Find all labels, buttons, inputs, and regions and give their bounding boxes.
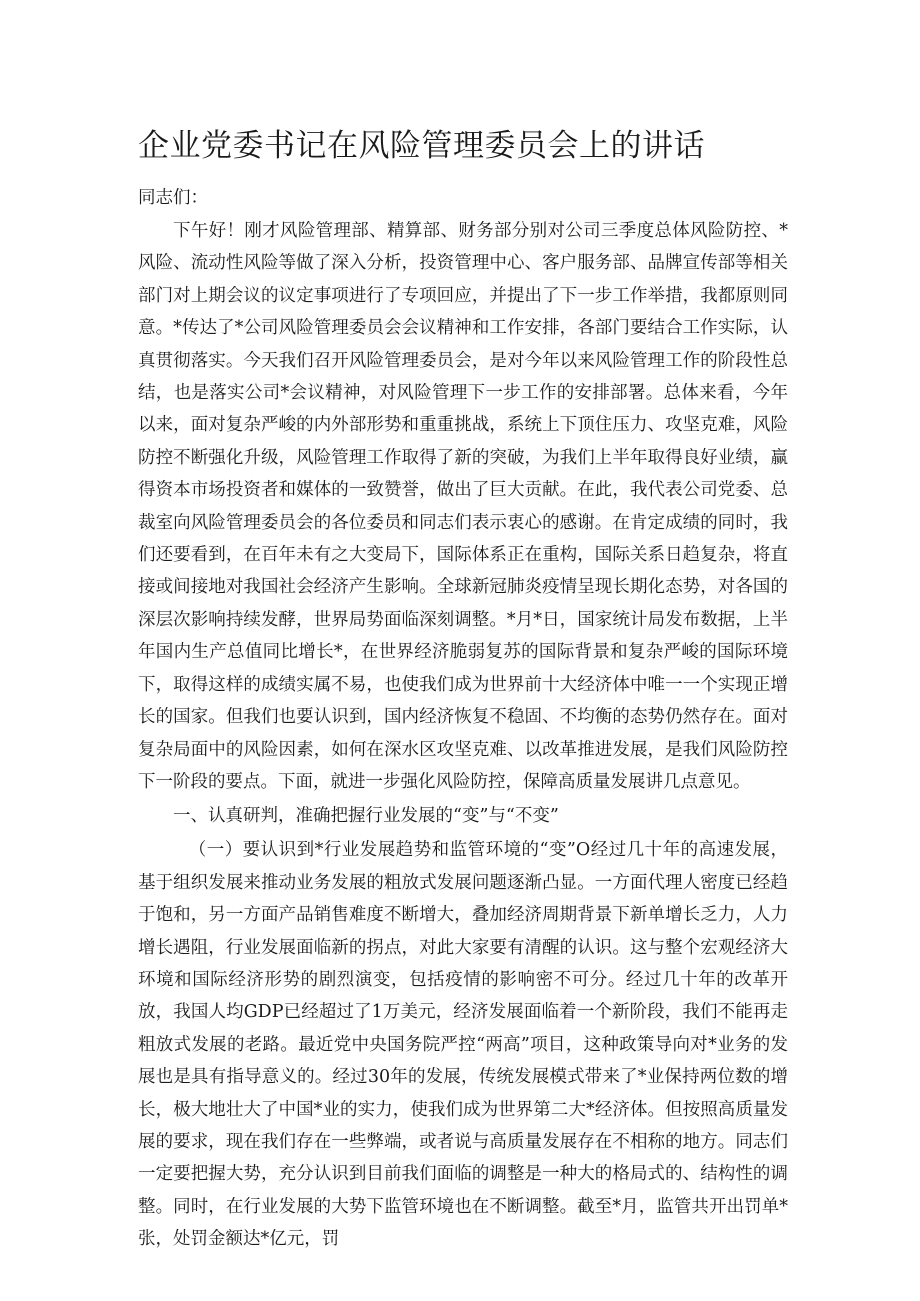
document-body bbox=[138, 181, 788, 1256]
subsection-paragraph bbox=[138, 834, 788, 1255]
section-heading: 一、认真研判，准确把握行业发展的“变”与“不变” bbox=[173, 806, 559, 827]
paragraph-opening: 下午好！刚才风险管理部、精算部、财务部分别对公司三季度总体风险防控、*风险、流动性风险等做了深入分析，投资管理中心、客户服务部、品牌宣传部等相关部门对上期会议的议定事项进行了专项回应，并提出了下一步工作举措，我都原则同意。*传达了*公司风险管理委员会会议精神和工作安排，各部门要结合工作实际，认真贯彻落实。今天我们召开风险管理委员会，是对今年以来风险管理工作的阶段性总结，也是落实公司*会议精神，对风险管理下一步工作的安排部署。总体来看，今年以来，面对复杂严峻的内外部形势和重重挑战，系统上下顶住压力、攻坚克难，风险防控不断强化升级，风险管理工作取得了新的突破，为我们上半年取得良好业绩，赢得资本市场投资者和媒体的一致赞誉，做出了巨大贡献。在此，我代表公司党委、总裁室向风险管理委员会的各位委员和同志们表示衷心的感谢。在肯定成绩的同时，我们还要看到，在百年未有之大变局下，国际体系正在重构，国际关系日趋复杂，将直接或间接地对我国社会经济产生影响。全球新冠肺炎疫情呈现长期化态势，对各国的深层次影响持续发酵，世界局势面临深刻调整。*月*日，国家统计局发布数据，上半年国内生产总值同比增长*，在世界经济脆弱复苏的国际背景和复杂严峻的国际环境下，取得这样的成绩实属不易，也使我们成为世界前十大经济体中唯一一个实现正增长的国家。但我们也要认识到，国内经济恢复不稳固、不均衡的态势仍然存在。面对复杂局面中的风险因素，如何在深水区攻坚克难、以改革推进发展，是我们风险防控下一阶段的要点。下面，就进一步强化风险防控，保障高质量发展讲几点意见。 bbox=[138, 221, 788, 792]
salutation: 同志们： bbox=[138, 188, 208, 208]
subsection-label: （一）要认识到*行业发展趋势和监管环境的“变” bbox=[188, 840, 576, 861]
document-title: 企业党委书记在风险管理委员会上的讲话 bbox=[138, 128, 705, 164]
subsection-text: O经过几十年的高速发展，基于组织发展来推动业务发展的粗放式发展问题逐渐凸显。一方面代理人密度已经趋于饱和，另一方面产品销售难度不断增大，叠加经济周期背景下新单增长乏力，人力增长遇阻，行业发展面临新的拐点，对此大家要有清醒的认识。这与整个宏观经济大环境和国际经济形势的剧烈演变，包括疫情的影响密不可分。经过几十年的改革开放，我国人均GDP已经超过了1万美元，经济发展面临着一个新阶段，我们不能再走粗放式发展的老路。最近党中央国务院严控“两高”项目，这种政策导向对*业务的发展也是具有指导意义的。经过30年的发展，传统发展模式带来了*业保持两位数的增长，极大地壮大了中国*业的实力，使我们成为世界第二大*经济体。但按照高质量发展的要求，现在我们存在一些弊端，或者说与高质量发展存在不相称的地方。同志们一定要把握大势，充分认识到目前我们面临的调整是一种大的格局式的、结构性的调整。同时，在行业发展的大势下监管环境也在不断调整。截至*月，监管共开出罚单*张，处罚金额达*亿元，罚 bbox=[138, 840, 788, 1250]
